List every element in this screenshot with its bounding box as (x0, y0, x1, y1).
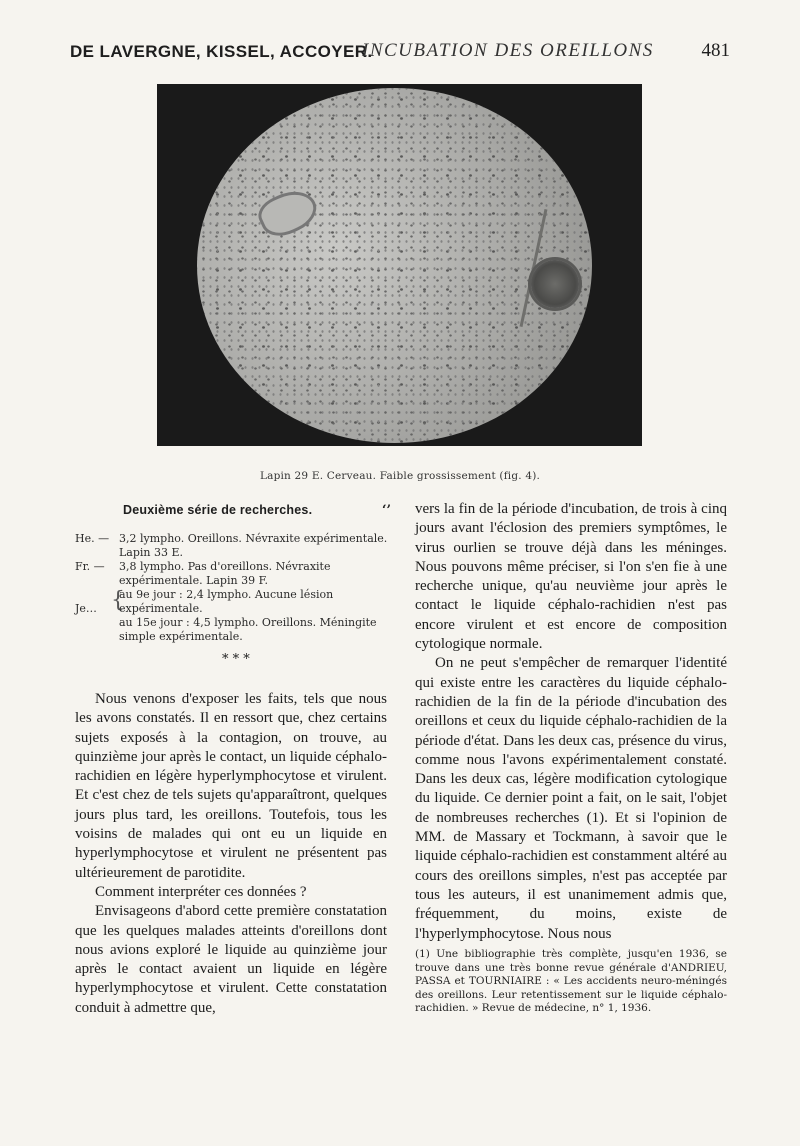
microscope-field (197, 88, 592, 443)
paragraph: Envisageons d'abord cette première constatation que les quelques malades atteints d'oreillons dont nous avions exploré le liquide au quinzième jour après le contact avaient un liquide en légère hyperlymphocytose et virulent. Cette constatation conduit à admettre que, (75, 903, 387, 1016)
record-text: 3,2 lympho. Oreillons. Névraxite expérimentale. Lapin 33 E. (119, 532, 388, 559)
running-header (70, 40, 730, 70)
brace-mark: { (111, 588, 125, 613)
lesion-nodule (531, 260, 579, 308)
micrograph-figure (157, 84, 642, 446)
section-title: Deuxième série de recherches. (123, 503, 313, 517)
left-column-text (75, 690, 387, 1018)
paragraph: On ne peut s'empêcher de remarquer l'identité qui existe entre les caractères du liquide céphalo-rachidien de la fin de la période d'incubation des oreillons et ceux du liquide céphalo-rachidien de la période d'état. Dans les deux cas, présence du virus, comme nous l'avons expérimentalement constaté. Dans les deux cas, légère modification cytologique du liquide. Ce dernier point a fait, on le sait, l'objet de nombreuses recherches (1). Et si l'opinion de MM. de Massary et Tockmann, à savoir que le liquide céphalo-rachidien est constamment altéré au cours des oreillons simples, n'est pas acceptée par tous les auteurs, il est unanimement admis que, fréquemment, du moins, existe de l'hyperlymphocytose. Nous nous (415, 655, 727, 942)
header-authors: DE LAVERGNE, KISSEL, ACCOYER. (70, 42, 373, 61)
header-title: INCUBATION DES OREILLONS (362, 40, 654, 61)
record-text: au 15e jour : 4,5 lympho. Oreillons. Méningite simple expérimentale. (119, 616, 377, 643)
footnote: (1) Une bibliographie très complète, jusqu'en 1936, se trouve dans une très bonne revue générale d'ANDRIEU, PASSA et TOURNIAIRE : « Les accidents neuro-méningés des oreillons. Leur retentissement sur le liquide céphalo-rachidien. » Revue de médecine, n° 1, 1936. (415, 948, 727, 1014)
paragraph: Comment interpréter ces données ? (95, 883, 307, 900)
record-he (75, 532, 390, 560)
record-text: au 9e jour : 2,4 lympho. Aucune lésion expérimentale. (119, 588, 334, 615)
record-je (75, 588, 390, 644)
record-label: Je… (75, 602, 97, 615)
section-mark: ‘’ (382, 503, 392, 518)
page-number: 481 (701, 40, 730, 61)
record-fr (75, 560, 390, 588)
right-column-text (415, 500, 727, 944)
record-text: 3,8 lympho. Pas d'oreillons. Névraxite expérimentale. Lapin 39 F. (119, 560, 331, 587)
paragraph: vers la fin de la période d'incubation, de trois à cinq jours avant l'éclosion des premiers symptômes, le virus ourlien se trouve déjà dans les méninges. Nous pouvons même préciser, si l'on s'en fie à une recherche unique, qu'au neuvième jour après le contact le liquide céphalo-rachidien n'est pas encore virulent et est encore de composition cytologique normale. (415, 501, 727, 653)
paragraph: Nous venons d'exposer les faits, tels que nous les avons constatés. Il en ressort que, chez certains sujets exposés à la contagion, on trouve, au quinzième jour après le contact, un liquide céphalo-rachidien en légère hyperlymphocytose et virulent. Et c'est chez de tels sujets qu'apparaîtront, quelques jours plus tard, les oreillons. Toutefois, tous les voisins de malades qui ont eu un liquide en hyperlymphocytose et virulent ne présentent pas ultérieurement de parotidite. (75, 691, 387, 881)
record-label: Fr. — (75, 560, 105, 573)
figure-caption: Lapin 29 E. Cerveau. Faible grossissement (fig. 4). (259, 470, 541, 482)
separator-asterism: * * * (222, 652, 250, 667)
record-label: He. — (75, 532, 110, 545)
